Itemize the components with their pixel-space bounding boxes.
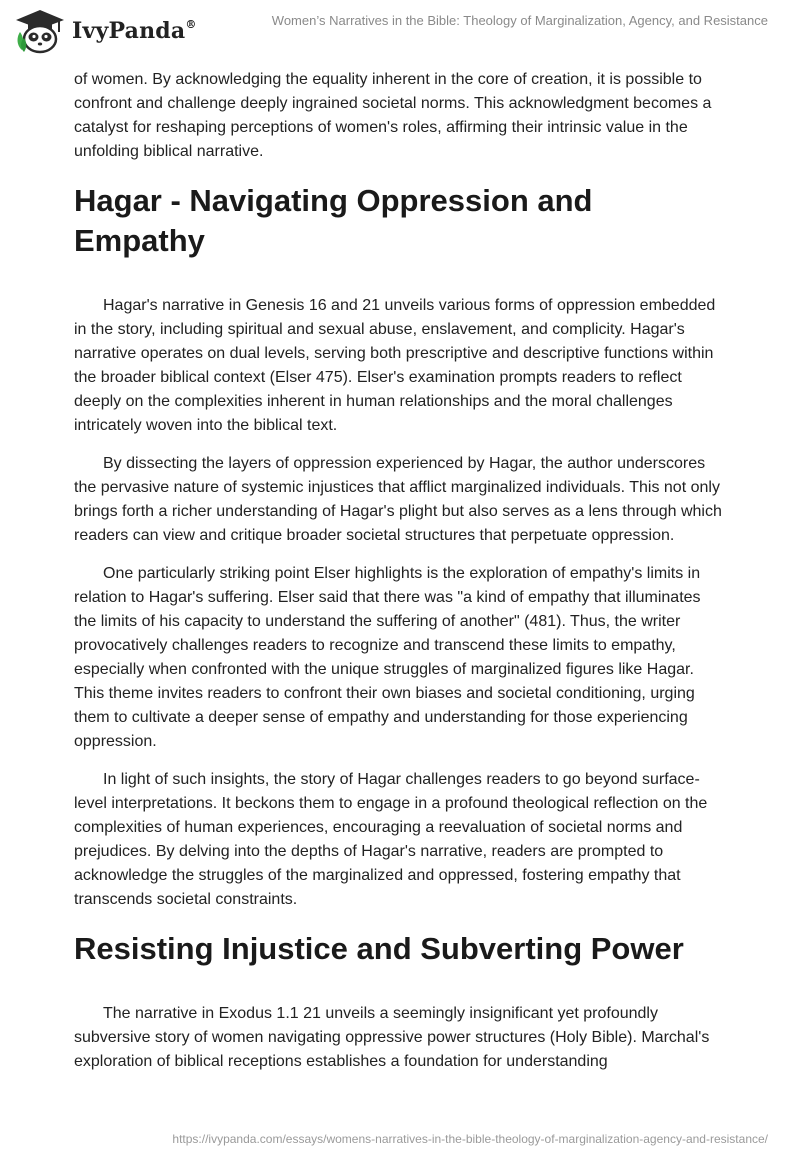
document-title: Women’s Narratives in the Bible: Theology of Marginalization, Agency, and Resistance — [271, 13, 768, 28]
ivypanda-logo[interactable] — [14, 8, 197, 54]
paragraph: of women. By acknowledging the equality inherent in the core of creation, it is possible to confront and challenge deeply ingrained societal norms. This acknowledgment becomes a catalyst for reshaping perceptions of women's roles, affirming their intrinsic value in the unfolding biblical narrative. — [74, 71, 712, 160]
brand-name: IvyPanda® — [72, 18, 197, 44]
section-heading: Resisting Injustice and Subverting Power — [74, 931, 684, 966]
paragraph: Hagar's narrative in Genesis 16 and 21 unveils various forms of oppression embedded in the story, including spiritual and sexual abuse, enslavement, and complicity. Hagar's narrative operates on dual levels, serving both prescriptive and descriptive functions within the broader biblical context (Elser 475). Elser's examination prompts readers to reflect deeply on the complexities inherent in human relationships and the moral challenges intricately woven into the biblical text. — [74, 297, 716, 434]
paragraph: By dissecting the layers of oppression experienced by Hagar, the author underscores the pervasive nature of systemic injustices that afflict marginalized individuals. This not only brings forth a richer understanding of Hagar's plight but also serves as a lens through which readers can view and critique broader societal structures that perpetuate oppression. — [74, 455, 722, 544]
source-url[interactable]: https://ivypanda.com/essays/womens-narratives-in-the-bible-theology-of-marginalization-agency-and-resistance/ — [172, 1132, 768, 1146]
section-heading: Hagar - Navigating Oppression and Empathy — [74, 183, 593, 258]
paragraph: One particularly striking point Elser highlights is the exploration of empathy's limits in relation to Hagar's suffering. Elser said that there was "a kind of empathy that illuminates the limits of his capacity to understand the suffering of another" (481). Thus, the writer provocatively challenges readers to recognize and transcend these limits to empathy, especially when confronted with the unique struggles of marginalized figures like Hagar. This theme invites readers to confront their own biases and societal conditioning, urging them to cultivate a deeper sense of empathy and understanding for those experiencing oppression. — [74, 565, 701, 750]
paragraph: The narrative in Exodus 1.1 21 unveils a seemingly insignificant yet profoundly subversive story of women navigating oppressive power structures (Holy Bible). Marchal's exploration of biblical receptions establishes a foundation for understanding — [74, 1005, 710, 1070]
essay-body — [74, 68, 724, 1088]
panda-graduate-icon — [14, 8, 66, 54]
paragraph: In light of such insights, the story of Hagar challenges readers to go beyond surface-level interpretations. It beckons them to engage in a profound theological reflection on the complexities of human experiences, encouraging a reevaluation of societal norms and prejudices. By delving into the depths of Hagar's narrative, readers are prompted to acknowledge the struggles of the marginalized and oppressed, fostering empathy that transcends societal constraints. — [74, 771, 708, 908]
page-header — [0, 0, 800, 70]
